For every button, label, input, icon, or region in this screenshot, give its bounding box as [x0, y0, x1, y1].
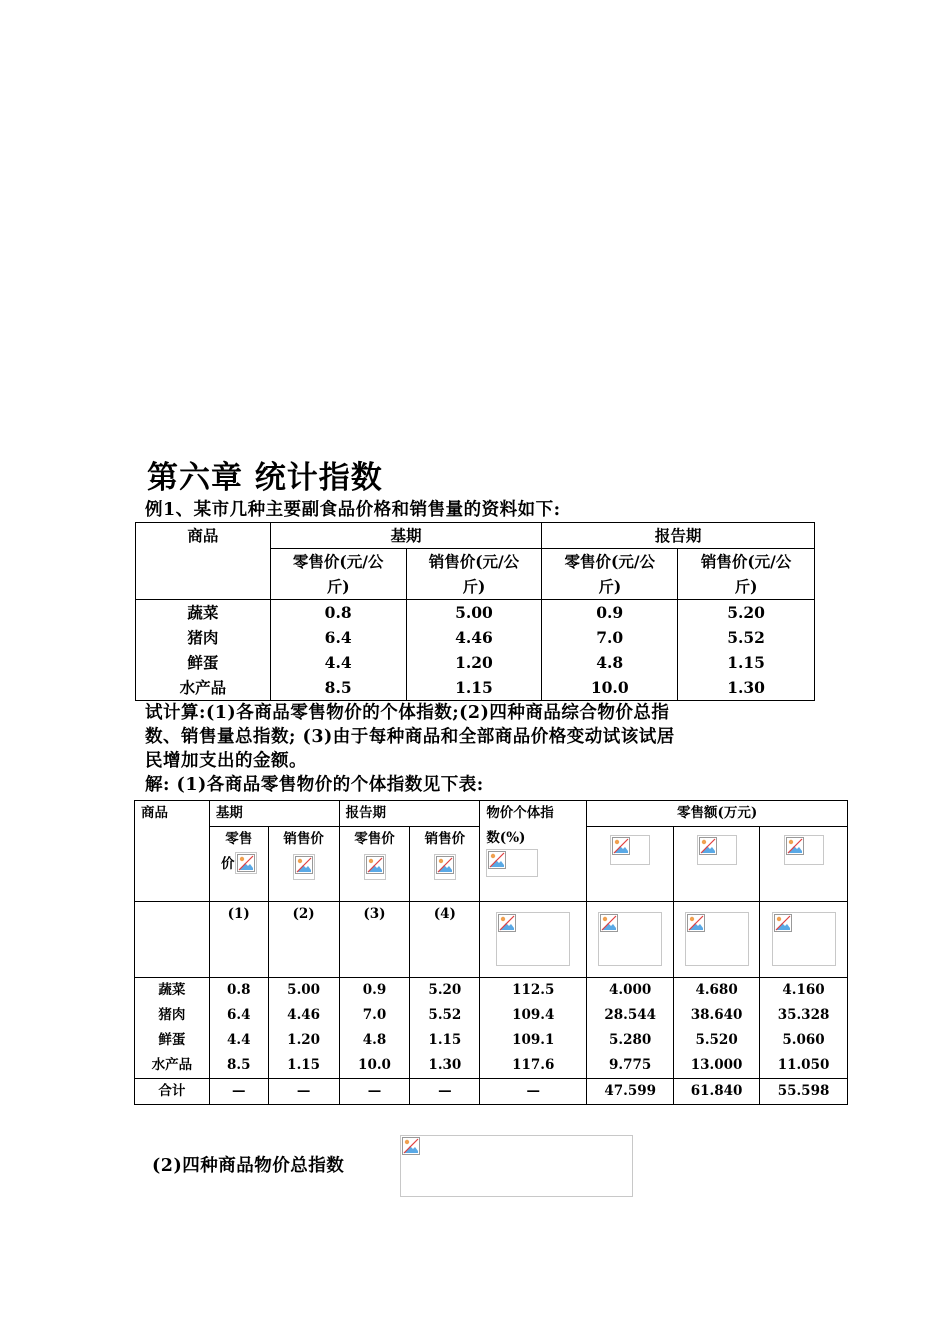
report-sales-values: 5.20 5.52 1.15 1.30	[678, 600, 815, 701]
header-report-retail: 零售价(元/公 斤)	[542, 549, 678, 600]
t2-amount1-values: 4.000 28.544 5.280 9.775	[587, 978, 674, 1079]
broken-image-icon	[784, 835, 824, 865]
chapter-title: 第六章 统计指数	[147, 460, 383, 496]
broken-image-icon	[697, 835, 737, 865]
broken-image-icon	[364, 854, 386, 880]
t2-colnum-3: (3)	[339, 902, 410, 978]
t2-total-amount3: 55.598	[760, 1079, 848, 1105]
index-table	[134, 800, 848, 1105]
t2-col1-values: 0.8 6.4 4.4 8.5	[209, 978, 268, 1079]
t2-header-product: 商品	[135, 801, 210, 902]
t2-col4-values: 5.20 5.52 1.15 1.30	[410, 978, 480, 1079]
t2-amount-sub-1	[587, 902, 674, 978]
solution-intro: 解: (1)各商品零售物价的个体指数见下表:	[145, 775, 484, 795]
t2-col2-values: 5.00 4.46 1.20 1.15	[268, 978, 339, 1079]
t2-total-label: 合计	[135, 1079, 210, 1105]
t2-amount-formula-1	[587, 827, 674, 902]
t2-amount3-values: 4.160 35.328 5.060 11.050	[760, 978, 848, 1079]
base-retail-values: 0.8 6.4 4.4 8.5	[270, 600, 406, 701]
t2-products: 蔬菜 猪肉 鲜蛋 水产品	[135, 978, 210, 1079]
broken-image-icon	[685, 912, 749, 966]
report-retail-values: 0.9 7.0 4.8 10.0	[542, 600, 678, 701]
t2-header-base: 基期	[209, 801, 339, 827]
t2-header-amount: 零售额(万元)	[587, 801, 848, 827]
broken-image-icon	[434, 854, 456, 880]
t2-header-report-sales: 销售价	[410, 827, 480, 902]
broken-image-icon	[400, 1135, 633, 1197]
t2-total-dash: —	[410, 1079, 480, 1105]
header-product: 商品	[136, 523, 271, 600]
header-base-retail: 零售价(元/公 斤)	[270, 549, 406, 600]
t2-blank-cell	[135, 902, 210, 978]
t2-amount-formula-2	[674, 827, 760, 902]
base-sales-values: 5.00 4.46 1.20 1.15	[406, 600, 542, 701]
header-base-sales: 销售价(元/公 斤)	[406, 549, 542, 600]
t2-header-base-retail: 零售 价	[209, 827, 268, 902]
broken-image-icon	[610, 835, 650, 865]
t2-amount-sub-3	[760, 902, 848, 978]
broken-image-icon	[496, 912, 570, 966]
t2-index-formula	[480, 902, 587, 978]
t2-amount2-values: 4.680 38.640 5.520 13.000	[674, 978, 760, 1079]
broken-image-icon	[486, 849, 538, 877]
example-intro: 例1、某市几种主要副食品价格和销售量的资料如下:	[145, 500, 561, 520]
t2-header-base-sales: 销售价	[268, 827, 339, 902]
broken-image-icon	[293, 854, 315, 880]
t2-index-values: 112.5 109.4 109.1 117.6	[480, 978, 587, 1079]
broken-image-icon	[235, 852, 257, 874]
t2-total-dash: —	[480, 1079, 587, 1105]
header-report-sales: 销售价(元/公 斤)	[678, 549, 815, 600]
t2-colnum-4: (4)	[410, 902, 480, 978]
header-base: 基期	[270, 523, 542, 549]
price-sales-table	[135, 522, 815, 701]
product-names: 蔬菜 猪肉 鲜蛋 水产品	[136, 600, 271, 701]
t2-colnum-1: (1)	[209, 902, 268, 978]
broken-image-icon	[598, 912, 662, 966]
t2-amount-formula-3	[760, 827, 848, 902]
t2-total-dash: —	[339, 1079, 410, 1105]
t2-header-index: 物价个体指 数(%)	[480, 801, 587, 902]
question-line-3: 民增加支出的金额。	[145, 751, 307, 771]
t2-colnum-2: (2)	[268, 902, 339, 978]
header-report: 报告期	[542, 523, 815, 549]
question-line-1: 试计算:(1)各商品零售物价的个体指数;(2)四种商品综合物价总指	[145, 703, 670, 723]
t2-col3-values: 0.9 7.0 4.8 10.0	[339, 978, 410, 1079]
t2-header-report: 报告期	[339, 801, 480, 827]
t2-total-dash: —	[209, 1079, 268, 1105]
t2-total-amount2: 61.840	[674, 1079, 760, 1105]
broken-image-icon	[772, 912, 836, 966]
t2-total-amount1: 47.599	[587, 1079, 674, 1105]
question-line-2: 数、销售量总指数; (3)由于每种商品和全部商品价格变动试该试居	[145, 727, 675, 747]
part2-label: (2)四种商品物价总指数	[152, 1156, 345, 1176]
t2-total-dash: —	[268, 1079, 339, 1105]
t2-amount-sub-2	[674, 902, 760, 978]
t2-header-report-retail: 零售价	[339, 827, 410, 902]
